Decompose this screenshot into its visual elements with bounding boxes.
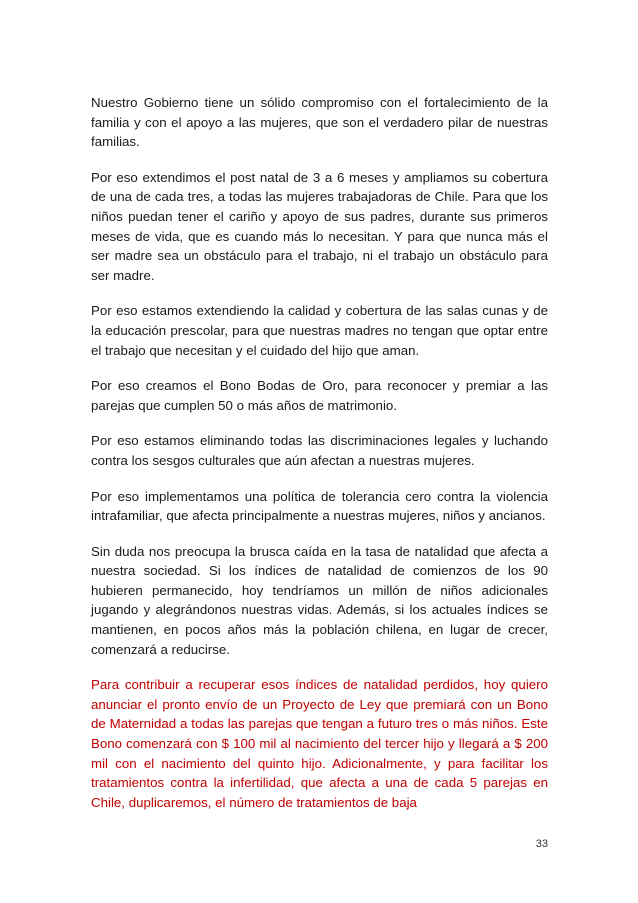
paragraph-domestic-violence: Por eso implementamos una política de tolerancia cero contra la violencia intrafamiliar, que afecta principalmente a nuestras mujeres, niños y ancianos.: [91, 488, 548, 524]
paragraph-birth-rate: Sin duda nos preocupa la brusca caída en la tasa de natalidad que afecta a nuestra sociedad. Si los índices de natalidad de comienzos de los 90 hubieren permanecido, hoy tendríamos un millón de niños adicionales jugando y alegrándonos nuestras vidas. Además, si los actuales índices se mantienen, en pocos años más la población chilena, en lugar de crecer, comenzará a reducirse.: [91, 543, 548, 657]
paragraph-maternity-bonus: Para contribuir a recuperar esos índices de natalidad perdidos, hoy quiero anunciar el pronto envío de un Proyecto de Ley que premiará con un Bono de Maternidad a todas las parejas que tengan a futuro tres o más niños. Este Bono comenzará con $ 100 mil al nacimiento del tercer hijo y llegará a $ 200 mil con el nacimiento del quinto hijo. Adicionalmente, y para facilitar los tratamientos contra la infertilidad, que afecta a una de cada 5 parejas en Chile, duplicaremos, el número de tratamientos de baja: [91, 677, 548, 810]
paragraph-discrimination: Por eso estamos eliminando todas las discriminaciones legales y luchando contra los sesgos culturales que aún afectan a nuestras mujeres.: [91, 433, 548, 468]
paragraph-postnatal: Por eso extendimos el post natal de 3 a 6 meses y ampliamos su cobertura de una de cada tres, a todas las mujeres trabajadoras de Chile. Para que los niños puedan tener el cariño y apoyo de sus padres, durante sus primeros meses de vida, que es cuando más lo necesitan. Y para que nunca más el ser madre sea un obstáculo para el trabajo, ni el trabajo un obstáculo para ser madre.: [91, 169, 548, 283]
paragraph-golden-wedding-bonus: Por eso creamos el Bono Bodas de Oro, para reconocer y premiar a las parejas que cumplen 50 o más años de matrimonio.: [91, 378, 548, 413]
paragraph-family-commitment: Nuestro Gobierno tiene un sólido compromiso con el fortalecimiento de la familia y con el apoyo a las mujeres, que son el verdadero pilar de nuestras familias.: [91, 95, 548, 150]
paragraph-nursery: Por eso estamos extendiendo la calidad y cobertura de las salas cunas y de la educación prescolar, para que nuestras madres no tengan que optar entre el trabajo que necesitan y el cuidado del hijo que aman.: [91, 303, 548, 358]
document-body: [91, 93, 548, 812]
page-number: 33: [535, 838, 548, 850]
